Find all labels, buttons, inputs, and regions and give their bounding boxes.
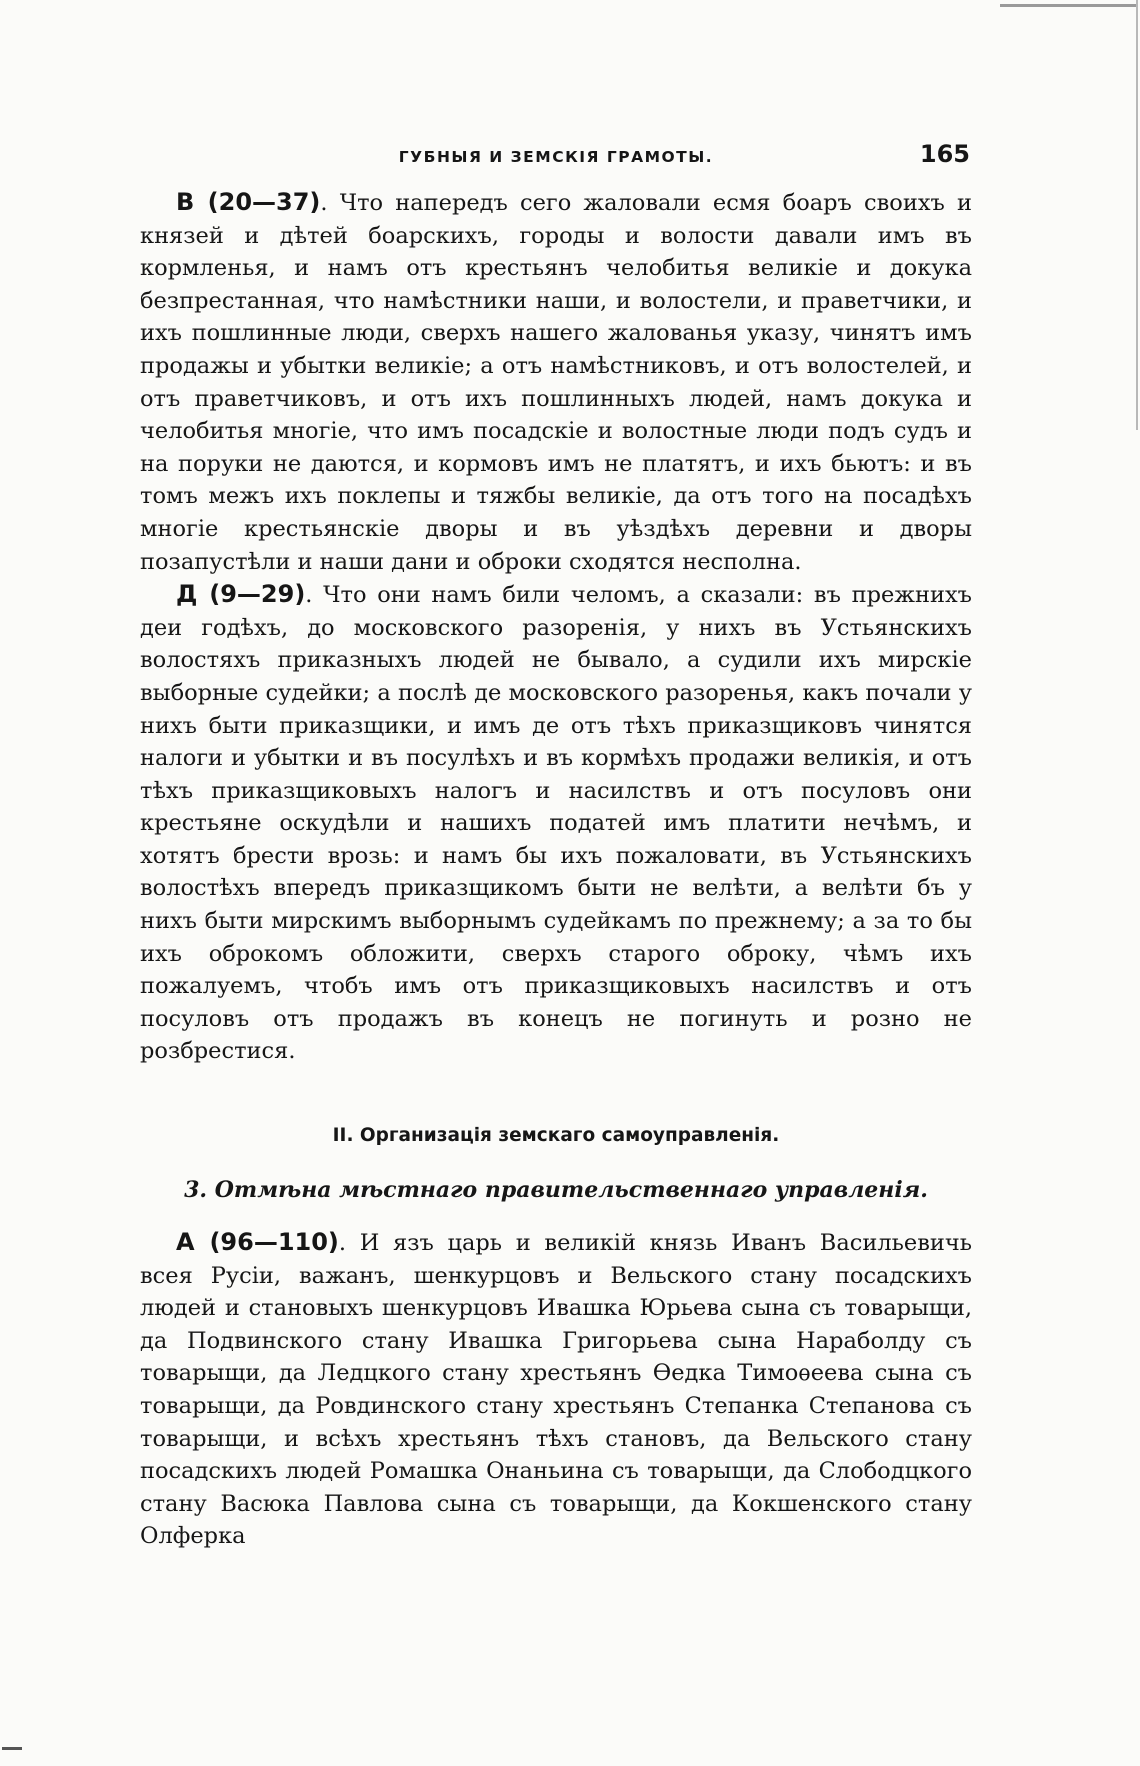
paragraph-a [140, 1226, 972, 1553]
scan-edge-top [1000, 4, 1136, 7]
running-head [140, 136, 972, 176]
paragraph-text: . Что напередъ сего жаловали есмя боаръ своихъ и князей и дѣтей боарскихъ, городы и волости давали имъ въ кормленья, и намъ отъ крестьянъ челобитья великіе и докука безпрестанная, что намѣстники наши, и волостели, и праветчики, и ихъ пошлинные люди, сверхъ нашего жалованья указу, чинятъ имъ продажы и убытки великіе; а отъ намѣстниковъ, и отъ волостелей, и отъ праветчиковъ, и отъ ихъ пошлинныхъ людей, намъ докука и челобитья многіе, что имъ посадскіе и волостные люди подъ судъ и на поруки не даются, и кормовъ имъ не платятъ, и ихъ бьютъ: и въ томъ межъ ихъ поклепы и тяжбы великіе, да отъ того на посадѣхъ многіе крестьянскіе дворы и въ уѣздѣхъ деревни и дворы позапустѣли и наши дани и оброки сходятся несполна. [140, 190, 972, 575]
paragraph-text: . И язъ царь и великій князь Иванъ Васильевичь всея Русіи, важанъ, шенкурцовъ и Вельского стану посадскихъ людей и становыхъ шенкурцовъ Ивашка Юрьева сына съ товарыщи, да Подвинского стану Ивашка Григорьева сына Нараболду съ товарыщи, да Ледцкого стану хрестьянъ Ѳедка Тимоѳеева сына съ товарыщи, да Ровдинского стану хрестьянъ Степанка Степанова съ товарыщи, и всѣхъ хрестьянъ тѣхъ становъ, да Вельского стану посадскихъ людей Ромашка Онаньина съ товарыщи, да Слободцкого стану Васюка Павлова сына съ товарыщи, да Кокшенского стану Олферка [140, 1230, 972, 1550]
paragraph-marker: В (20—37) [176, 188, 321, 216]
paragraph-d [140, 578, 972, 1068]
section-subtitle: 3. Отмѣна мѣстнаго правительственнаго управленія. [184, 1177, 928, 1204]
paragraph-marker: Д (9—29) [176, 580, 306, 609]
scan-edge-mark [2, 1747, 22, 1750]
paragraph-v [140, 186, 972, 578]
section-title: II. Организація земскаго самоуправленія. [332, 1125, 780, 1147]
book-page [140, 136, 972, 1553]
running-head-title: ГУБНЫЯ И ЗЕМСКІЯ ГРАМОТЫ. [398, 148, 714, 166]
paragraph-text: . Что они намъ били челомъ, а сказали: въ прежнихъ деи годѣхъ, до московского разоренія, у нихъ въ Устьянскихъ волостяхъ приказныхъ людей не бывало, а судили ихъ мирскіе выборные судейки; а послѣ де московского разоренья, какъ почали у нихъ быти приказщики, и имъ де отъ тѣхъ приказщиковъ чинятся налоги и убытки и въ посулѣхъ и въ кормѣхъ продажи великія, и отъ тѣхъ приказщиковыхъ налогъ и насилствъ и отъ посуловъ они крестьяне оскудѣли и нашихъ податей имъ платити нечѣмъ, и хотятъ брести врозь: и намъ бы ихъ пожаловати, въ Устьянскихъ волостѣхъ впередъ приказщикомъ быти не велѣти, а велѣти бъ у нихъ быти мирскимъ выборнымъ судейкамъ по прежнему; а за то бы ихъ оброкомъ обложити, сверхъ старого оброку, чѣмъ ихъ пожалуемъ, чтобъ имъ отъ приказщиковыхъ насилствъ и отъ посуловъ отъ продажъ въ конецъ не погинуть и розно не розбрестися. [140, 582, 972, 1065]
scan-edge-right [1136, 0, 1138, 430]
paragraph-marker: А (96—110) [176, 1228, 339, 1257]
page-number: 165 [919, 140, 970, 168]
